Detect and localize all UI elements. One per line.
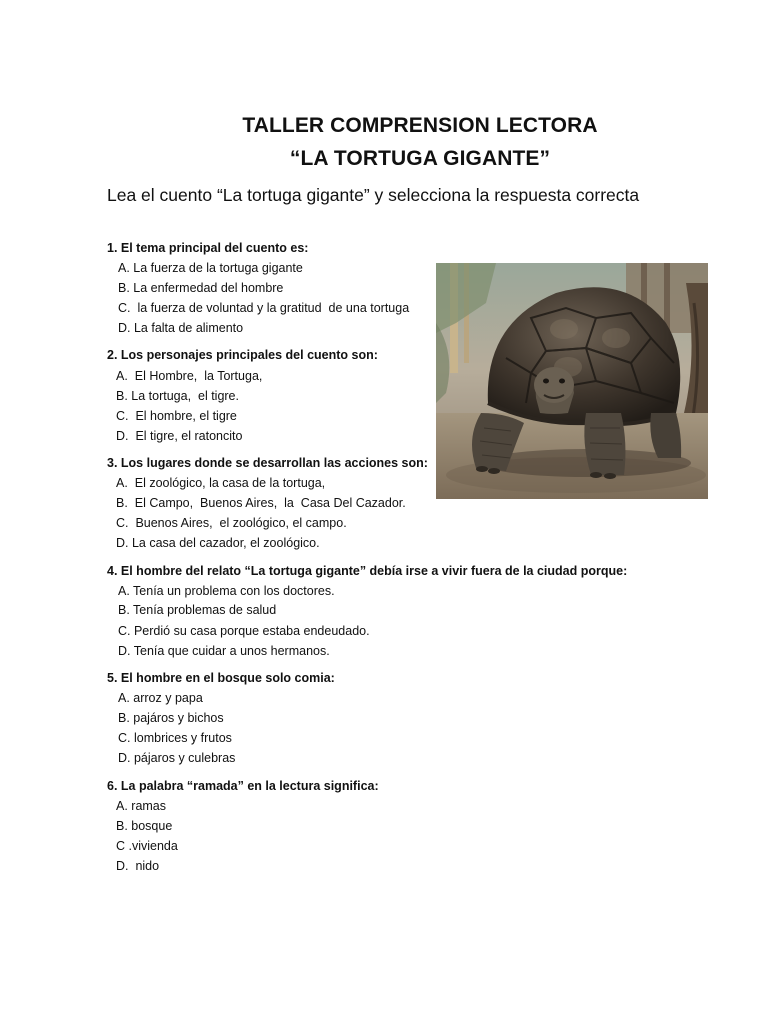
question-3-option-c: C. Buenos Aires, el zoológico, el campo.: [116, 516, 347, 530]
question-1: 1. El tema principal del cuento es:: [107, 241, 309, 255]
question-4: 4. El hombre del relato “La tortuga gigante” debía irse a vivir fuera de la ciudad porque:: [107, 564, 628, 578]
question-5-option-a: A. arroz y papa: [118, 691, 203, 705]
instructions: Lea el cuento “La tortuga gigante” y selecciona la respuesta correcta: [107, 185, 640, 205]
question-2-option-a: A. El Hombre, la Tortuga,: [116, 369, 263, 383]
question-5-option-b: B. pajáros y bichos: [118, 711, 224, 725]
question-1-option-a: A. La fuerza de la tortuga gigante: [118, 261, 303, 275]
question-4-option-c: C. Perdió su casa porque estaba endeudado.: [118, 624, 370, 638]
story-title: “LA TORTUGA GIGANTE”: [289, 147, 551, 170]
worksheet-title: TALLER COMPRENSION LECTORA: [242, 114, 598, 137]
question-6: 6. La palabra “ramada” en la lectura significa:: [107, 779, 379, 793]
question-2-option-b: B. La tortuga, el tigre.: [116, 389, 239, 403]
question-3-option-d: D. La casa del cazador, el zoológico.: [116, 536, 320, 550]
question-5: 5. El hombre en el bosque solo comia:: [107, 671, 335, 685]
question-4-option-d: D. Tenía que cuidar a unos hermanos.: [118, 644, 330, 658]
giant-tortoise-photo: [436, 263, 708, 499]
question-3-option-b: B. El Campo, Buenos Aires, la Casa Del Cazador.: [116, 496, 406, 510]
question-6-option-d: D. nido: [116, 859, 160, 873]
question-6-option-a: A. ramas: [116, 799, 167, 813]
question-1-option-b: B. La enfermedad del hombre: [118, 281, 284, 295]
question-6-option-c: C .vivienda: [116, 839, 178, 853]
question-4-option-a: A. Tenía un problema con los doctores.: [118, 584, 335, 598]
question-3-option-a: A. El zoológico, la casa de la tortuga,: [116, 476, 326, 490]
question-2-option-d: D. El tigre, el ratoncito: [116, 429, 243, 443]
question-3: 3. Los lugares donde se desarrollan las acciones son:: [107, 456, 428, 470]
question-4-option-b: B. Tenía problemas de salud: [118, 603, 277, 617]
question-2-option-c: C. El hombre, el tigre: [116, 409, 237, 423]
question-5-option-c: C. lombrices y frutos: [118, 731, 232, 745]
question-5-option-d: D. pájaros y culebras: [118, 751, 236, 765]
question-2: 2. Los personajes principales del cuento son:: [107, 348, 378, 362]
question-1-option-d: D. La falta de alimento: [118, 321, 244, 335]
question-6-option-b: B. bosque: [116, 819, 173, 833]
question-1-option-c: C. la fuerza de voluntad y la gratitud de una tortuga: [118, 301, 410, 315]
